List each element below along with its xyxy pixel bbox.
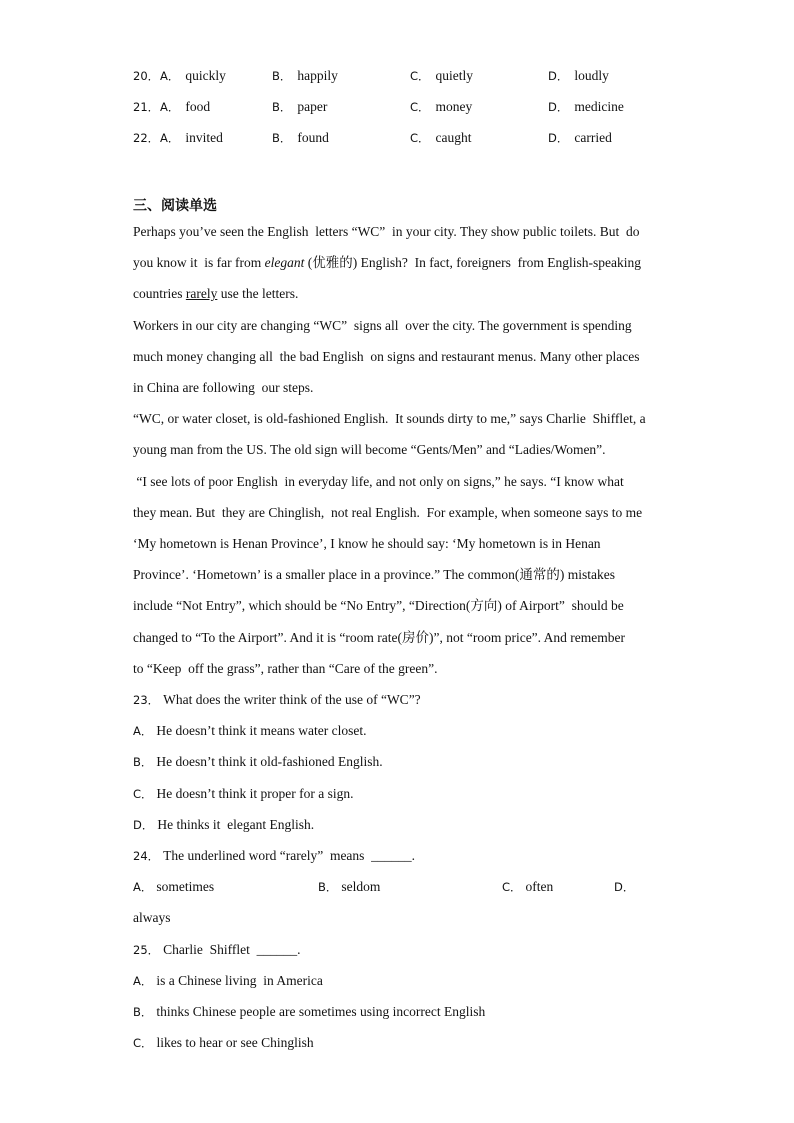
option-d — [548, 129, 612, 147]
option-text: medicine — [574, 99, 624, 114]
passage-line — [133, 629, 625, 647]
passage-line — [133, 535, 601, 553]
option-label: D． — [548, 100, 569, 114]
passage-line — [133, 441, 606, 459]
option-text: happily — [297, 68, 338, 83]
option-label: C． — [502, 880, 522, 894]
option-text: money — [435, 99, 473, 114]
answer-option — [133, 816, 314, 834]
italic-word: elegant — [264, 255, 305, 270]
option-label: D． — [133, 818, 154, 832]
question-text: What does the writer think of the use of “WC”? — [163, 692, 421, 707]
option-text: quietly — [435, 68, 474, 83]
text-segment: include “Not Entry”, which should be “No Entry”, “Direction(方向) of Airport” should be — [133, 598, 624, 613]
option-a — [160, 67, 226, 85]
option-text: quickly — [185, 68, 226, 83]
question-stem — [133, 847, 415, 865]
passage-line — [133, 410, 646, 428]
text-segment: ‘My hometown is Henan Province’, I know he should say: ‘My hometown is in Henan — [133, 536, 601, 551]
text-segment: (优雅的) English? In fact, foreigners from English-speaking — [304, 255, 642, 270]
option-text: thinks Chinese people are sometimes using incorrect English — [156, 1004, 486, 1019]
option-c — [410, 129, 472, 147]
option-b — [272, 98, 327, 116]
option-wrap-text: always — [133, 910, 171, 925]
text-segment: to “Keep off the grass”, rather than “Care of the green”. — [133, 661, 438, 676]
text-segment: “I see lots of poor English in everyday life, and not only on signs,” he says. “I know what — [133, 474, 624, 489]
option-label: B． — [272, 100, 292, 114]
text-segment: changed to “To the Airport”. And it is “room rate(房价)”, not “room price”. And remember — [133, 630, 626, 645]
text-segment: they mean. But they are Chinglish, not real English. For example, when someone says to me — [133, 505, 643, 520]
question-text: The underlined word “rarely” means ______. — [163, 848, 416, 863]
question-number: 20． — [133, 69, 160, 83]
option-label: C． — [410, 131, 430, 145]
text-segment: Workers in our city are changing “WC” signs all over the city. The government is spending — [133, 318, 632, 333]
option-label: B． — [272, 131, 292, 145]
passage-line — [133, 473, 624, 491]
option-b — [272, 129, 329, 147]
option-text: is a Chinese living in America — [156, 973, 323, 988]
question-number: 25． — [133, 943, 160, 957]
option-text: paper — [297, 99, 328, 114]
option-text: caught — [435, 130, 472, 145]
option-label: B． — [272, 69, 292, 83]
question-number: 23． — [133, 693, 160, 707]
option-label: C． — [133, 1036, 153, 1050]
option-text: He doesn’t think it proper for a sign. — [156, 786, 354, 801]
option-label: C． — [410, 69, 430, 83]
option-text: seldom — [341, 879, 381, 894]
option-label: A． — [133, 880, 153, 894]
option-d — [548, 67, 609, 85]
passage-line — [133, 504, 642, 522]
option-a — [160, 98, 210, 116]
option-label: A． — [160, 69, 180, 83]
option-text: carried — [574, 130, 612, 145]
question-text: Charlie Shifflet ______. — [163, 942, 301, 957]
option-c — [410, 98, 472, 116]
text-segment: young man from the US. The old sign will become “Gents/Men” and “Ladies/Women”. — [133, 442, 606, 457]
text-segment: in China are following our steps. — [133, 380, 314, 395]
option-text: He doesn’t think it means water closet. — [156, 723, 367, 738]
option-label: A． — [160, 131, 180, 145]
option-a — [160, 129, 223, 147]
option-text: likes to hear or see Chinglish — [156, 1035, 314, 1050]
option-label: A． — [133, 974, 153, 988]
text-segment: you know it is far from — [133, 255, 265, 270]
text-segment: “WC, or water closet, is old-fashioned English. It sounds dirty to me,” says Charlie Shifflet, a — [133, 411, 646, 426]
option-label: D． — [548, 69, 569, 83]
passage-line — [133, 379, 313, 397]
option-b — [272, 67, 338, 85]
option-c — [410, 67, 473, 85]
option-label: D． — [614, 880, 635, 894]
text-segment: use the letters. — [217, 286, 299, 301]
answer-option — [133, 1034, 314, 1052]
text-segment: Perhaps you’ve seen the English letters “WC” in your city. They show public toilets. But do — [133, 224, 640, 239]
option-label: C． — [133, 787, 153, 801]
answer-option — [133, 785, 354, 803]
option-text: loudly — [574, 68, 609, 83]
answer-option — [502, 878, 553, 896]
option-text: He doesn’t think it old-fashioned English. — [156, 754, 383, 769]
option-text: food — [185, 99, 211, 114]
answer-option — [133, 1003, 485, 1021]
option-label: A． — [133, 724, 153, 738]
option-text: invited — [185, 130, 223, 145]
text-segment: much money changing all the bad English on signs and restaurant menus. Many other places — [133, 349, 640, 364]
option-label: C． — [410, 100, 430, 114]
passage-line — [133, 285, 298, 303]
underlined-word: rarely — [185, 286, 218, 301]
passage-line — [133, 348, 640, 366]
question-stem — [133, 691, 421, 709]
question-number: 21． — [133, 100, 160, 114]
answer-option — [614, 878, 638, 896]
option-text: sometimes — [156, 879, 215, 894]
passage-line — [133, 597, 624, 615]
passage-line — [133, 566, 615, 584]
option-text: found — [297, 130, 329, 145]
answer-option — [133, 753, 383, 771]
option-label: A． — [160, 100, 180, 114]
answer-option — [133, 878, 214, 896]
option-d — [548, 98, 624, 116]
section-heading: 三、阅读单选 — [133, 198, 217, 214]
passage-line — [133, 660, 437, 678]
answer-option — [133, 722, 366, 740]
option-label: B． — [133, 1005, 153, 1019]
passage-line — [133, 254, 641, 272]
question-number: 24． — [133, 849, 160, 863]
question-number: 22． — [133, 131, 160, 145]
passage-line — [133, 317, 632, 335]
option-text: He thinks it elegant English. — [157, 817, 315, 832]
passage-line — [133, 223, 640, 241]
option-label: B． — [133, 755, 153, 769]
option-label: D． — [548, 131, 569, 145]
text-segment: countries — [133, 286, 186, 301]
text-segment: Province’. ‘Hometown’ is a smaller place in a province.” The common(通常的) mistakes — [133, 567, 615, 582]
question-stem — [133, 941, 301, 959]
answer-option — [318, 878, 380, 896]
answer-option — [133, 972, 323, 990]
option-label: B． — [318, 880, 338, 894]
option-text: often — [525, 879, 554, 894]
